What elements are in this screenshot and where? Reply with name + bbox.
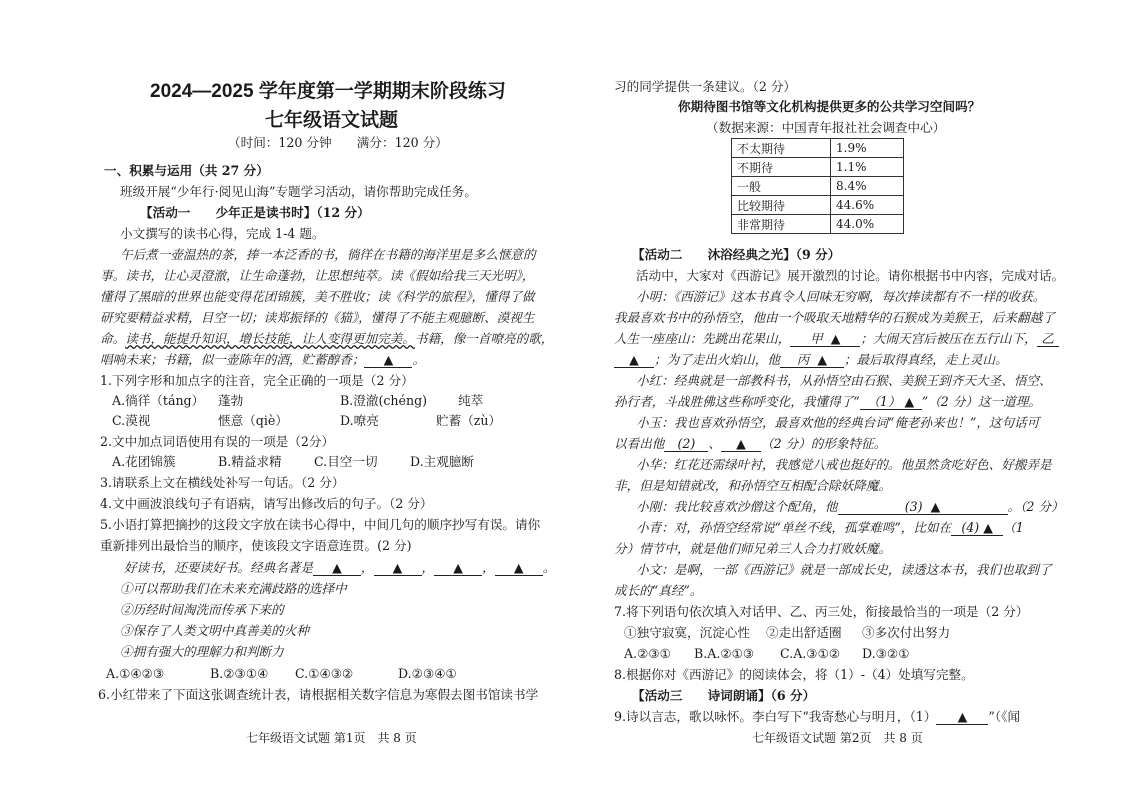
dialogue-line: 小华：红花还需绿叶衬，我感觉八戒也挺好的。他虽然贪吃好色、好搬弄是 <box>636 457 1052 472</box>
answer-blank <box>860 394 922 410</box>
blank-marker: ▲ <box>904 394 915 409</box>
blank-marker: ▲ <box>983 520 993 535</box>
blank-marker: ▲ <box>830 331 841 346</box>
table-cell: 44.0% <box>831 215 904 234</box>
blank-label: (4) <box>961 520 980 535</box>
blank-label: 甲 <box>810 331 823 346</box>
answer-blank <box>790 331 860 347</box>
option: B.②③①④ <box>210 666 269 681</box>
intro-text: 班级开展“少年行·阅见山海”专题学习活动，请你帮助完成任务。 <box>120 184 477 199</box>
option: A.①④②③ <box>106 666 165 681</box>
dialogue-text: 人生一座座山：先跳出花果山， <box>614 331 791 346</box>
passage-line <box>100 331 553 346</box>
option: 惬意（qiè） <box>218 413 288 428</box>
question-1: 1.下列字形和加点字的注音，完全正确的一项是（2 分） <box>100 373 414 388</box>
answer-blank <box>780 352 844 368</box>
sentence-item: ①可以帮助我们在未来充满歧路的选择中 <box>120 581 347 596</box>
option: C.①④③② <box>295 666 354 681</box>
table-row <box>732 177 904 196</box>
option: 蓬勃 <box>218 393 244 408</box>
dialogue-line <box>614 394 1041 410</box>
question-2: 2.文中加点词语使用有误的一项是（2分） <box>100 434 335 449</box>
dialogue-text: ”（2 分）这一道理。 <box>921 394 1041 409</box>
sentence-item: ①独守寂寞，沉淀心性 <box>624 625 750 640</box>
dialogue-line <box>614 352 1008 368</box>
passage-line: 午后煮一壶温热的茶，捧一本泛香的书，徜徉在书籍的海洋里是多么惬意的 <box>120 247 536 262</box>
answer-blank: (2) <box>664 436 708 452</box>
activity-heading: 【活动二 沐浴经典之光】（9 分） <box>632 247 841 262</box>
answer-blank: ▲ <box>495 560 543 576</box>
dialogue-line: 我最喜欢书中的孙悟空，他由一个吸取天地精华的石猴成为美猴王，后来翻越了 <box>614 310 1055 325</box>
table-row <box>732 215 904 234</box>
question-8: 8.根据你对《西游记》的阅读体会，将（1）-（4）处填写完整。 <box>614 667 974 682</box>
answer-blank: ▲ <box>434 560 482 576</box>
question-text: ”（《闻 <box>988 709 1021 724</box>
option: D.主观臆断 <box>410 454 475 469</box>
dialogue-line: 小红：经典就是一部教科书，从孙悟空由石猴、美猴王到齐天大圣、悟空、 <box>636 373 1052 388</box>
dialogue-text: 以看出他 <box>614 436 665 451</box>
passage-text: 。 <box>412 352 426 367</box>
question-4: 4.文中画波浪线句子有语病，请写出修改后的句子。（2 分） <box>100 496 433 511</box>
section-heading: 一、积累与运用（共 27 分） <box>104 163 269 178</box>
dialogue-text: （1 <box>1003 520 1024 535</box>
passage-text: 书籍，像一首嘹亮的歌， <box>414 331 554 346</box>
table-cell: 1.9% <box>831 139 904 158</box>
passage-line <box>100 352 425 368</box>
table-row <box>732 158 904 177</box>
table-cell: 不太期待 <box>732 139 831 158</box>
activity-heading: 【活动一 少年正是读书时】（12 分） <box>140 205 370 220</box>
dialogue-text: 。（2 分） <box>1007 499 1064 514</box>
option: D.②③④① <box>398 666 457 681</box>
option: C.A.③①② <box>780 646 841 661</box>
option: D.③②① <box>862 646 910 661</box>
exam-subtitle: 七年级语文试题 <box>265 110 399 131</box>
passage-line: 事。读书，让心灵澄澈，让生命蓬勃，让思想纯萃。读《假如给我三天光明》， <box>100 268 535 283</box>
blank-marker: ▲ <box>817 352 828 367</box>
sentence-order-line: 好读书，还要读好书。经典名著是 ▲ ， ▲ ， ▲ ， ▲ 。 <box>124 560 556 575</box>
blank-label: (3) <box>904 499 923 514</box>
option: B.精益求精 <box>218 454 282 469</box>
instruction-text: 活动中，大家对《西游记》展开激烈的讨论。请你根据书中内容，完成对话。 <box>636 268 1065 283</box>
dialogue-text: 小青：对，孙悟空经常说“单丝不线，孤掌难鸣”，比如在 <box>636 520 952 535</box>
exam-title: 2024—2025 学年度第一学期期末阶段练习 <box>150 81 506 102</box>
answer-blank: ▲ <box>721 436 761 452</box>
sentence-item: ②历经时间淘洗而传承下来的 <box>120 602 284 617</box>
exam-info: （时间：120 分钟 满分：120 分） <box>228 135 448 150</box>
table-source: （数据来源：中国青年报社社会调查中心） <box>706 120 946 135</box>
option: C.目空一切 <box>314 454 378 469</box>
wavy-sentence: 读书，能提升知识，增长技能，让人变得更加完美。 <box>125 331 415 346</box>
passage-text: 唱响未来；书籍，似一壶陈年的酒，贮蓄醇香； <box>100 352 365 367</box>
instruction-text: 小文撰写的读书心得，完成 1-4 题。 <box>120 226 325 241</box>
option: D.嘹亮 <box>340 413 379 428</box>
sentence-item: ②走出舒适圈 <box>766 625 842 640</box>
blank-label: 丙 <box>796 352 810 367</box>
sentence-item: ③多次付出努力 <box>862 625 951 640</box>
activity-heading: 【活动三 诗词朗诵】（6 分） <box>632 688 816 703</box>
answer-blank: ▲ <box>364 352 412 368</box>
table-title: 你期待图书馆等文化机构提供更多的公共学习空间吗？ <box>678 99 981 114</box>
blank-marker: ▲ <box>930 499 941 514</box>
dialogue-line <box>614 331 1059 347</box>
dialogue-line: 小明：《西游记》这本书真令人回味无穷啊，每次捧读都有不一样的收获。 <box>636 289 1046 304</box>
answer-blank: ▲ <box>614 352 654 368</box>
option: B.澄澈(chéng) <box>340 393 428 408</box>
table-cell: 一般 <box>732 177 831 196</box>
dialogue-text: 孙行者，斗战胜佛这些称呼变化，我懂得了“ <box>614 394 860 409</box>
table-row <box>732 196 904 215</box>
sentence-text: 好读书，还要读好书。经典名著是 <box>124 560 313 575</box>
dialogue-text: ；最后取得真经，走上灵山。 <box>843 352 1008 367</box>
passage-text: 命。 <box>100 331 126 346</box>
answer-blank <box>838 499 1008 515</box>
page-footer: 七年级语文试题 第1页 共 8 页 <box>246 731 417 745</box>
question-9 <box>614 709 1020 725</box>
passage-line: 懂得了黑暗的世界也能变得花团锦簇，美不胜收；读《科学的旅程》，懂得了做 <box>100 289 535 304</box>
sentence-item: ③保存了人类文明中真善美的火种 <box>120 623 309 638</box>
option: A.花团锦簇 <box>112 454 176 469</box>
option: A.②③① <box>624 646 671 661</box>
question-6-cont: 习的同学提供一条建议。（2 分） <box>614 79 797 94</box>
dialogue-text: 小刚：我比较喜欢沙僧这个配角，他 <box>636 499 838 514</box>
table-cell: 非常期待 <box>732 215 831 234</box>
question-6: 6.小红带来了下面这张调查统计表，请根据相关数字信息为寒假去图书馆读书学 <box>98 687 539 702</box>
table-cell: 1.1% <box>831 158 904 177</box>
table-cell: 8.4% <box>831 177 904 196</box>
answer-blank: ▲ <box>936 709 988 725</box>
dialogue-line: 小文：是啊，一部《西游记》就是一部成长史，读透这本书，我们也取到了 <box>636 562 1052 577</box>
table-cell: 比较期待 <box>732 196 831 215</box>
passage-line: 研究要精益求精，目空一切；读郑振铎的《猫》，懂得了不能主观臆断、漠视生 <box>100 310 535 325</box>
answer-blank: ▲ <box>313 560 361 576</box>
answer-blank: ▲ <box>374 560 422 576</box>
question-5-cont: 重新排列出最恰当的顺序，使该段文字语意连贯。(2 分) <box>100 538 412 553</box>
page-footer: 七年级语文试题 第2页 共 8 页 <box>752 731 923 745</box>
dialogue-text: ；大闹天宫后被压在五行山下， <box>860 331 1037 346</box>
dialogue-line <box>636 499 1064 515</box>
answer-blank <box>951 520 1003 536</box>
question-7: 7.将下列语句依次填入对话甲、乙、丙三处，衔接最恰当的一项是（2 分） <box>614 604 1029 619</box>
dialogue-line: 成长的“真经”。 <box>614 583 703 598</box>
table-cell: 44.6% <box>831 196 904 215</box>
dialogue-line: 非，但是知错就改，和孙悟空互相配合除妖降魔。 <box>614 478 892 493</box>
dialogue-text: ；为了走出火焰山，他 <box>654 352 780 367</box>
dialogue-text: （2 分）的形象特征。 <box>760 436 887 451</box>
answer-blank: 乙 <box>1037 331 1059 347</box>
dialogue-line: 分）情节中，就是他们师兄弟三人合力打败妖魔。 <box>614 541 892 556</box>
option: 纯萃 <box>458 393 484 408</box>
table-row <box>732 139 904 158</box>
question-3: 3.请联系上文在横线处补写一句话。（2 分） <box>100 475 345 490</box>
question-5: 5.小语打算把摘抄的这段文字放在读书心得中，中间几句的顺序抄写有误。请你 <box>100 517 541 532</box>
sentence-item: ④拥有强大的理解力和判断力 <box>120 644 284 659</box>
option: A.徜徉（táng） <box>112 393 205 408</box>
option: B.A.②①③ <box>694 646 755 661</box>
dialogue-line: 小玉：我也喜欢孙悟空，最喜欢他的经典台词“俺老孙来也！”，这句话可 <box>636 415 1040 430</box>
dialogue-line: 以看出他 (2) 、 ▲ （2 分）的形象特征。 <box>614 436 887 451</box>
option: 贮蓄（zù） <box>436 413 502 428</box>
dialogue-line <box>636 520 1024 536</box>
table-cell: 不期待 <box>732 158 831 177</box>
question-text: 9.诗以言志，歌以咏怀。李白写下“我寄愁心与明月，（1） <box>614 709 937 724</box>
survey-table <box>731 138 904 234</box>
blank-label: （1） <box>867 394 901 409</box>
option: C.漠视 <box>112 413 151 428</box>
